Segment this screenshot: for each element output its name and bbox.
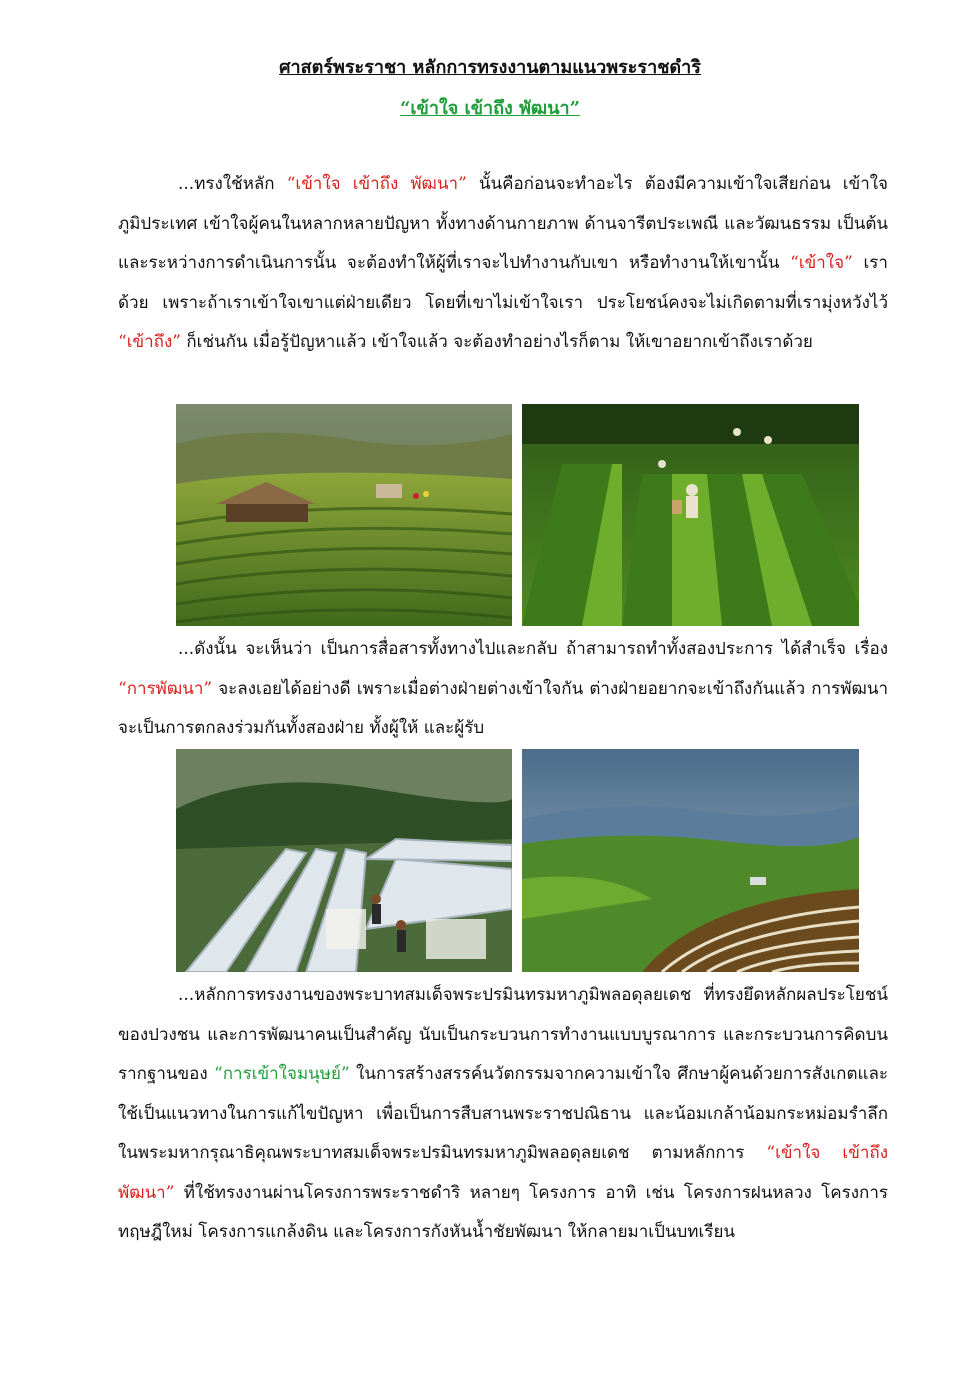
paragraph-3 bbox=[118, 976, 888, 1253]
paragraph-1 bbox=[118, 165, 888, 363]
keyword-reach: “เข้าถึง” bbox=[118, 332, 181, 352]
paragraph-2-intro: ...ดังนั้น จะเห็นว่า เป็นการสื่อสารทั้งทางไปและกลับ ถ้าสามารถทำทั้งสองประการ ได้สำเร็จ เรื่อง bbox=[178, 639, 888, 659]
keyword-human-understanding: “การเข้าใจมนุษย์” bbox=[214, 1064, 350, 1084]
keyword-understand: “เข้าใจ” bbox=[790, 253, 853, 273]
paragraph-2 bbox=[118, 630, 888, 749]
rice-terraces-photo bbox=[522, 749, 859, 972]
greenhouse-tunnels-photo bbox=[176, 749, 512, 972]
paragraph-1-text-a: นั้นคือก่อนจะทำอะไร ต้องมีความเข้าใจเสียก่อน เข้าใจภูมิประเทศ เข้าใจผู้คนในหลากหลายปัญหา ทั้งทางด้านกายภาพ ด้านจารีตประเพณี และวัฒนธรรม เป็นต้น และระหว่างการดำเนินการนั้น จะต้องทำให้ผู้ที่เราจะไปทำงานกับเขา หรือทำงานให้เขานั้น bbox=[118, 174, 889, 273]
keyword-understand-reach-develop: “เข้าใจ เข้าถึง พัฒนา” bbox=[286, 174, 467, 194]
keyword-development: “การพัฒนา” bbox=[118, 678, 213, 699]
page-title: ศาสตร์พระราชา หลักการทรงงานตามแนวพระราชดำริ bbox=[279, 57, 701, 78]
paragraph-3-text-b: ที่ใช้ทรงงานผ่านโครงการพระราชดำริ หลายๆ โครงการ อาทิ เช่น โครงการฝนหลวง โครงการทฤษฎีใหม่ โครงการแกล้งดิน และโครงการกังหันน้ำชัยพัฒนา ให้กลายมาเป็นบทเรียน bbox=[118, 1182, 888, 1242]
paragraph-3-intro: ...หลักการทรงงานของพระบาทสมเด็จพระปรมินทรมหาภูมิพลอดุลยเดช ที่ทรงยึดหลักผลประโยชน์ของปวงชน และการพัฒนาคนเป็นสำคัญ นับเป็นกระบวนการทำงานแบบบูรณาการ และกระบวนการคิดบนรากฐานของ bbox=[118, 985, 888, 1084]
page-subtitle: “เข้าใจ เข้าถึง พัฒนา” bbox=[400, 98, 580, 119]
tea-pickers-photo bbox=[522, 404, 859, 626]
paragraph-1-text-b: เราด้วย เพราะถ้าเราเข้าใจเขาแต่ฝ่ายเดียว โดยที่เขาไม่เข้าใจเรา ประโยชน์คงจะไม่เกิดตามที่เรามุ่งหวังไว้ bbox=[118, 253, 888, 313]
tea-plantation-hut-photo bbox=[176, 404, 512, 626]
paragraph-1-intro: ...ทรงใช้หลัก bbox=[178, 174, 287, 194]
paragraph-2-text-a: จะลงเอยได้อย่างดี เพราะเมื่อต่างฝ่ายต่างเข้าใจกัน ต่างฝ่ายอยากจะเข้าถึงกันแล้ว การพัฒนาจะเป็นการตกลงร่วมกันทั้งสองฝ่าย ทั้งผู้ให้ และผู้รับ bbox=[118, 678, 888, 738]
keyword-understand-reach-develop-2: “เข้าใจ เข้าถึง พัฒนา” bbox=[118, 1143, 888, 1203]
paragraph-1-text-c: ก็เช่นกัน เมื่อรู้ปัญหาแล้ว เข้าใจแล้ว จะต้องทำอย่างไรก็ตาม ให้เขาอยากเข้าถึงเราด้วย bbox=[180, 332, 813, 352]
paragraph-3-text-a: ในการสร้างสรรค์นวัตกรรมจากความเข้าใจ ศึกษาผู้คนด้วยการสังเกตและใช้เป็นแนวทางในการแก้ไขปัญหา เพื่อเป็นการสืบสานพระราชปณิธาน และน้อมเกล้าน้อมกระหม่อมรำลึกในพระมหากรุณาธิคุณพระบาทสมเด็จพระปรมินทรมหาภูมิพลอดุลยเดช ตามหลักการ bbox=[118, 1064, 888, 1163]
